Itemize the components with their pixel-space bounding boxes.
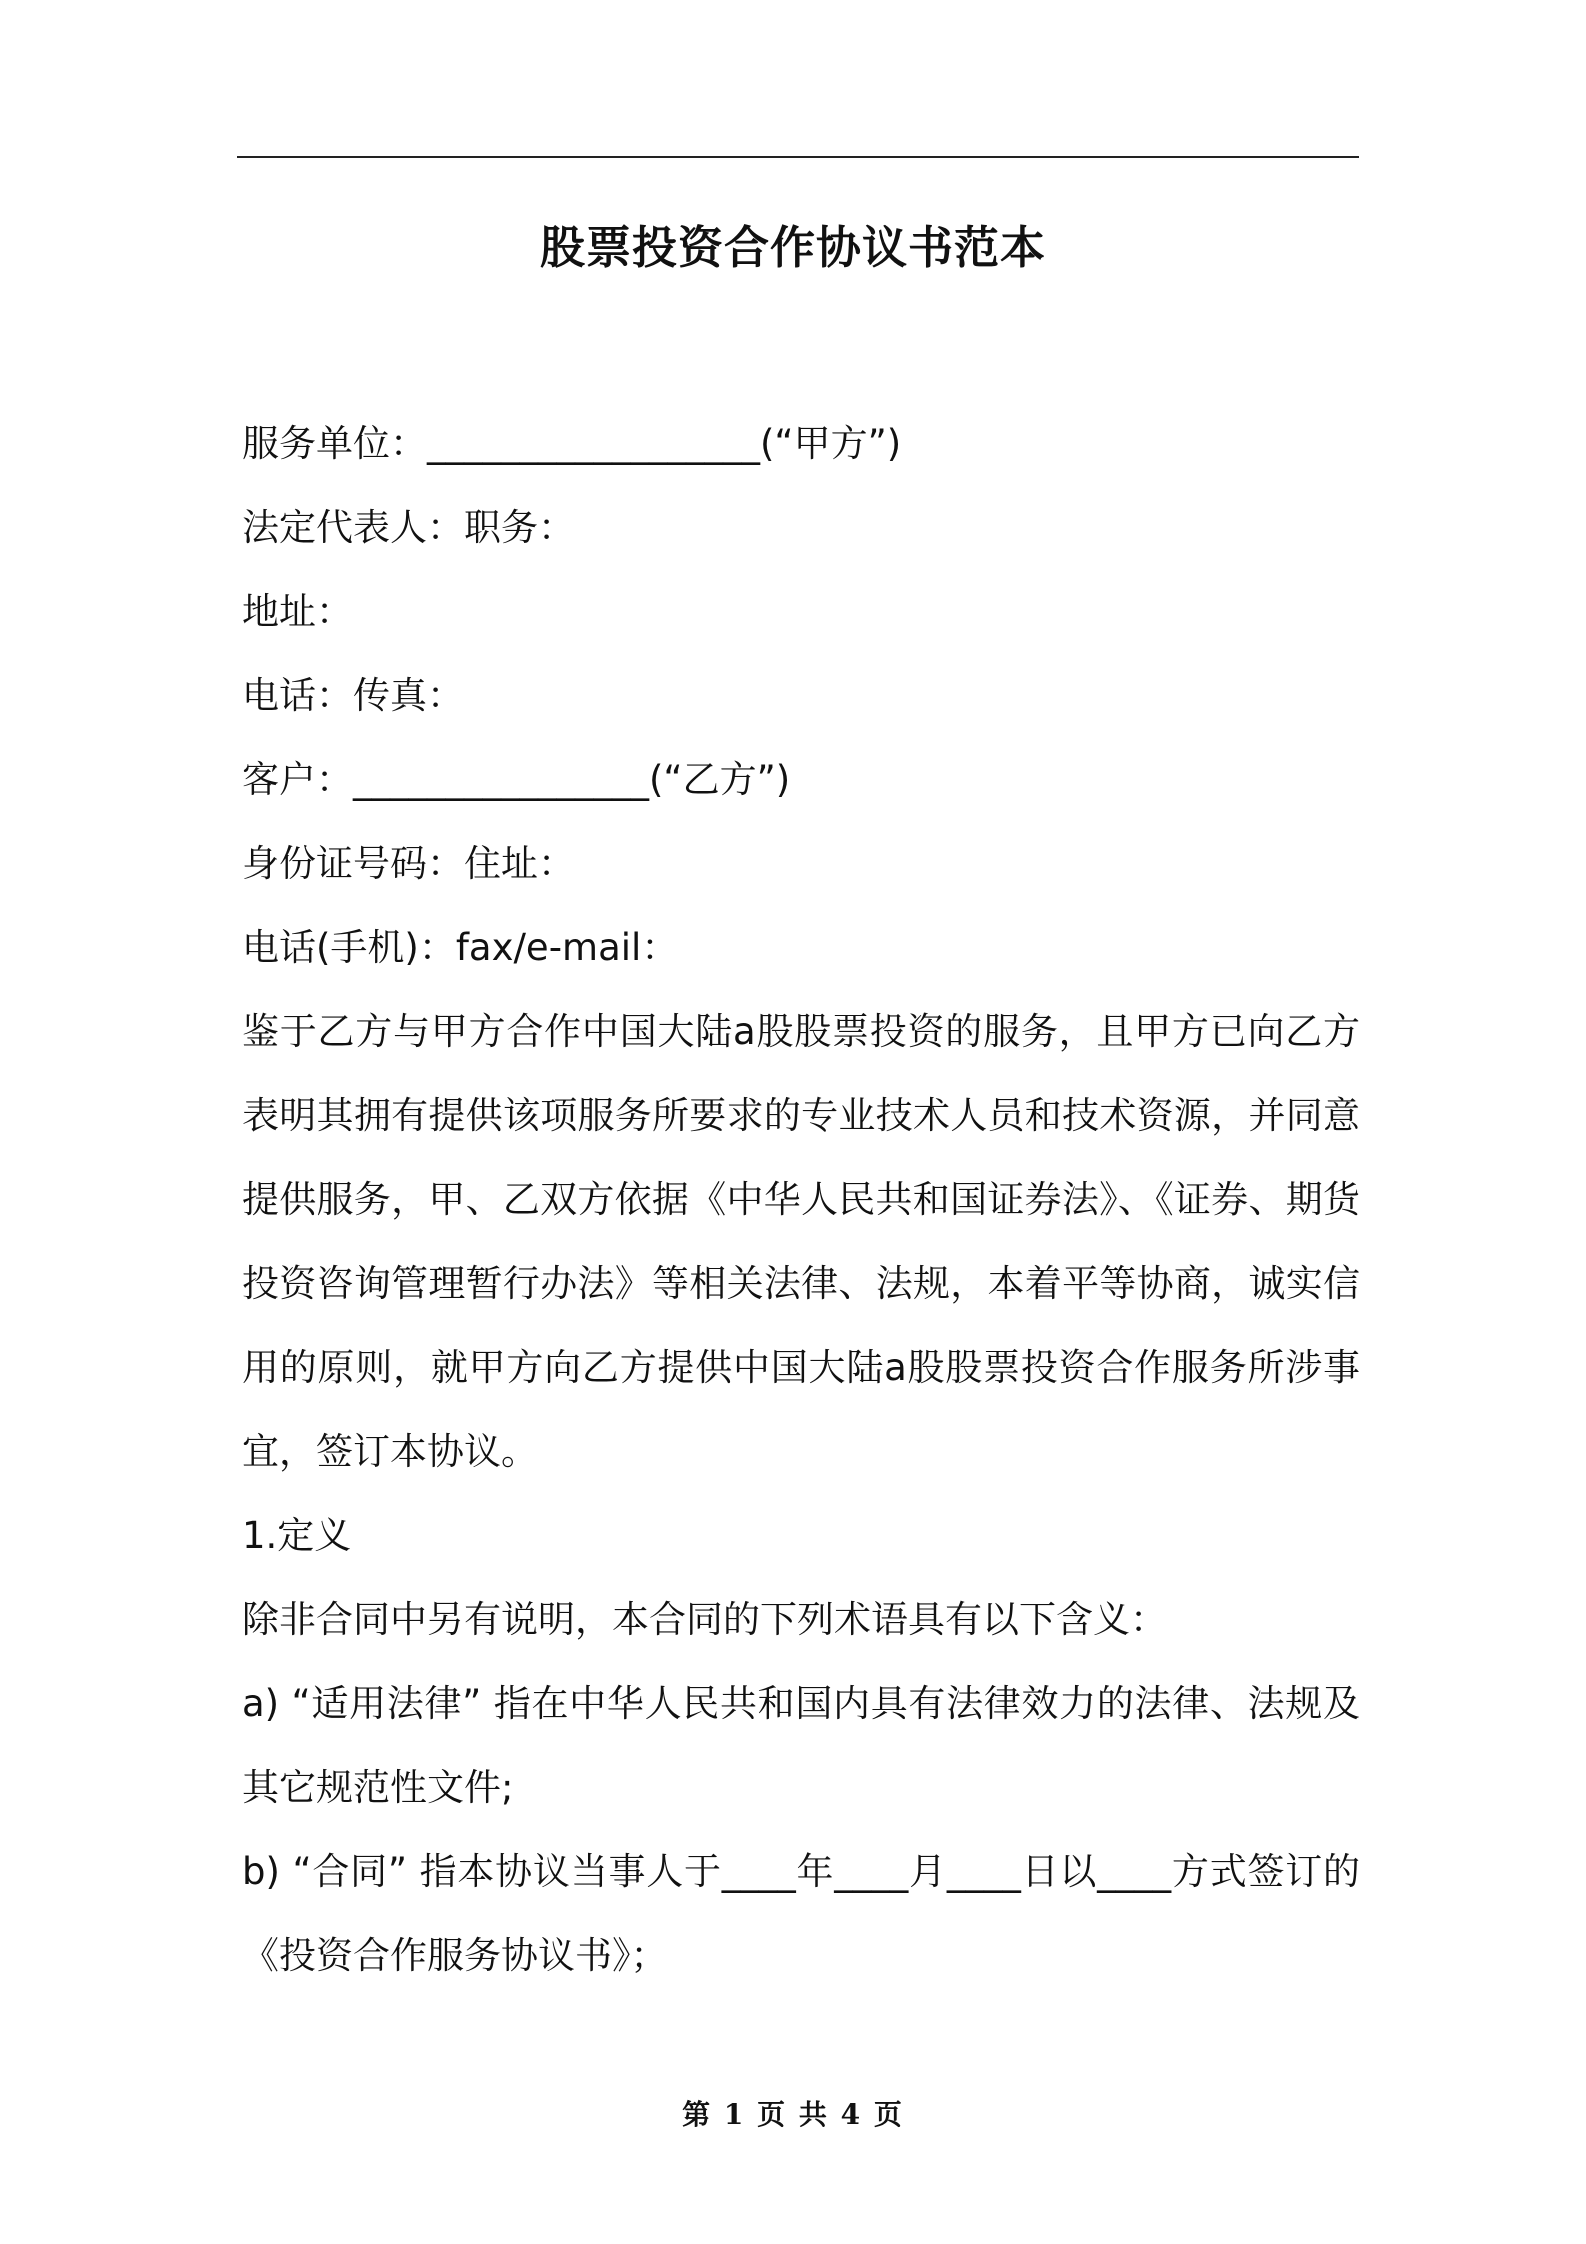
party-b-line: 客户：________________(“乙方”) <box>242 758 791 801</box>
party-a-line: 服务单位：__________________(“甲方”) <box>242 422 902 465</box>
legal-representative-line: 法定代表人：职务： <box>242 506 575 549</box>
intro-paragraph: 鉴于乙方与甲方合作中国大陆a股股票投资的服务，且甲方已向乙方表明其拥有提供该项服务所要求的专业技术人员和技术资源，并同意提供服务，甲、乙双方依据《中华人民共和国证券法》、《证券、期货投资咨询管理暂行办法》等相关法律、法规，本着平等协商，诚实信用的原则，就甲方向乙方提供中国大陆a股股票投资合作服务所涉事宜，签订本协议。 <box>242 1010 1360 1473</box>
header-rule <box>237 156 1359 158</box>
section-intro: 除非合同中另有说明，本合同的下列术语具有以下含义： <box>242 1598 1167 1641</box>
mobile-email-line: 电话(手机)：fax/e-mail： <box>242 926 679 969</box>
id-number-line: 身份证号码：住址： <box>242 842 575 885</box>
address-line: 地址： <box>242 590 353 633</box>
section-heading: 1.定义 <box>242 1514 352 1557</box>
definition-b: b) “合同” 指本协议当事人于____年____月____日以____方式签订的《投资合作服务协议书》； <box>242 1850 1360 1977</box>
phone-fax-line: 电话：传真： <box>242 674 464 717</box>
document-body <box>242 402 1360 1998</box>
page-indicator: 第 1 页 共 4 页 <box>682 2098 904 2131</box>
definition-a: a) “适用法律” 指在中华人民共和国内具有法律效力的法律、法规及其它规范性文件; <box>242 1682 1360 1809</box>
document-title: 股票投资合作协议书范本 <box>539 221 1046 274</box>
